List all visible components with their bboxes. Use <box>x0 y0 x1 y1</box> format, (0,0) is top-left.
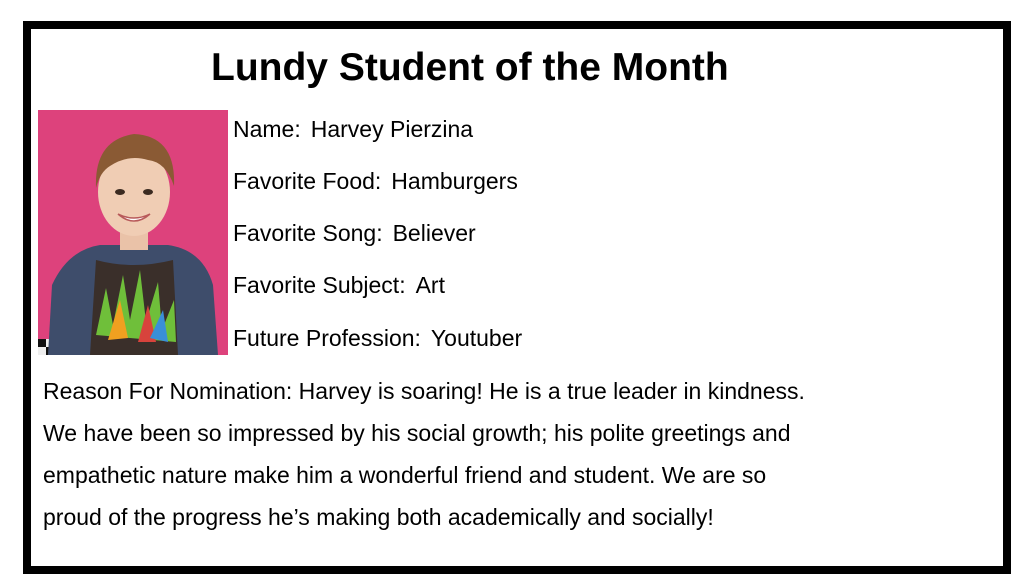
fact-value: Harvey Pierzina <box>310 116 474 142</box>
fact-favorite-food <box>233 166 518 196</box>
fact-label: Name: <box>233 116 301 142</box>
reason-line: Reason For Nomination: Harvey is soaring! He is a true leader in kindness. <box>43 378 805 404</box>
fact-favorite-song <box>233 218 476 248</box>
fact-value: Hamburgers <box>391 168 518 194</box>
reason-line: proud of the progress he’s making both academically and socially! <box>43 504 714 530</box>
reason-line: We have been so impressed by his social growth; his polite greetings and <box>43 420 791 446</box>
nomination-card <box>23 21 1011 574</box>
fact-name <box>233 114 473 144</box>
nomination-reason <box>43 370 983 538</box>
fact-future-profession <box>233 323 522 353</box>
fact-label: Favorite Food: <box>233 168 382 194</box>
fact-label: Future Profession: <box>233 325 421 351</box>
fact-value: Art <box>415 272 445 298</box>
fact-label: Favorite Subject: <box>233 272 406 298</box>
fact-value: Youtuber <box>430 325 523 351</box>
student-photo <box>38 110 228 355</box>
fact-value: Believer <box>392 220 476 246</box>
fact-label: Favorite Song: <box>233 220 383 246</box>
reason-line: empathetic nature make him a wonderful friend and student. We are so <box>43 462 767 488</box>
fact-favorite-subject <box>233 270 445 300</box>
card-title: Lundy Student of the Month <box>211 46 729 89</box>
